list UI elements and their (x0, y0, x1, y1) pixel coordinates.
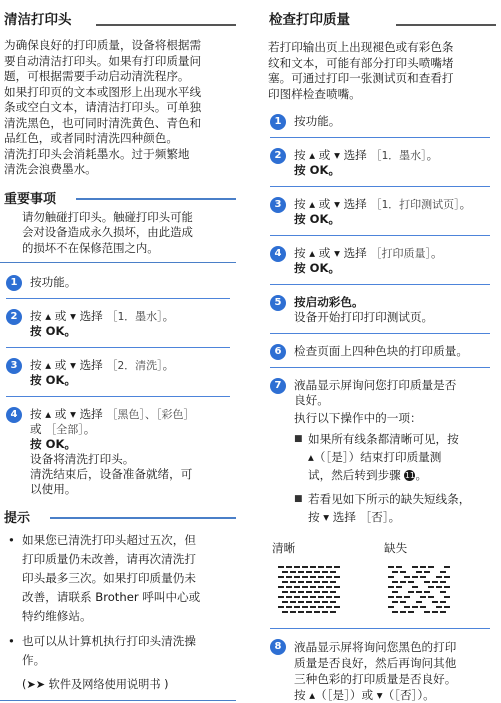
step-7: 7 液晶显示屏询问您打印质量是否 良好。 执行以下操作中的一项： ■ 如果所有线条都清晰可见，按 ▴（［是］）结束打印质量测 试，然后转到步骤 11。 ■ 若看见如下所示的缺失短线条， 按 ▾ 选择 ［否］。 (264, 378, 496, 526)
list-item: ■ 若看见如下所示的缺失短线条， 按 ▾ 选择 ［否］。 (294, 490, 496, 526)
step-divider (270, 333, 490, 334)
clear-pattern-image (276, 564, 342, 618)
list-item: • 如果您已清洗打印头超过五次，但 打印质量仍未改善，请再次清洗打 印头最多三次。如果打印质量仍未 改善，请联系 Brother 呼叫中心或 特约维修站。 (8, 531, 228, 626)
step-number-badge: 4 (270, 246, 286, 262)
step-number-badge: 8 (270, 639, 286, 655)
section-title: 检查打印质量 (269, 12, 350, 28)
list-item: • 也可以从计算机执行打印头清洗操 作。 (8, 632, 228, 670)
list-item: ■ 如果所有线条都清晰可见，按 ▴（［是］）结束打印质量测 试，然后转到步骤 11。 (294, 430, 496, 484)
step-number-badge: 2 (6, 309, 22, 325)
step-divider (270, 186, 490, 187)
step-divider (6, 347, 230, 348)
section-header (0, 8, 236, 30)
step-divider (270, 367, 490, 368)
important-bottom-rule (0, 262, 236, 263)
tip-list (8, 531, 228, 670)
section-rule (96, 24, 236, 26)
step-divider (270, 628, 490, 629)
step-number-badge: 2 (270, 148, 286, 164)
step-number-badge: 7 (270, 378, 286, 394)
intro-paragraph: 若打印输出页上出现褪色或有彩色条 纹和文本，可能有部分打印头喷嘴堵 塞。可通过打印一张测试页和查看打 印图样检查喷嘴。 (268, 40, 454, 101)
section-title: 清洁打印头 (4, 12, 72, 28)
missing-pattern-image (386, 564, 452, 618)
option-list (294, 430, 496, 526)
pattern-labels (264, 540, 496, 556)
section-rule (396, 24, 496, 26)
step-reference-badge: 11 (404, 471, 416, 480)
step-4: 4 按 ▴ 或 ▾ 选择 ［打印质量］。 按 OK。 (264, 246, 496, 276)
right-column (264, 0, 496, 703)
step-2: 2 按 ▴ 或 ▾ 选择 ［1．墨水］。 按 OK。 (264, 148, 496, 178)
step-3: 3 按 ▴ 或 ▾ 选择 ［1．打印测试页］。 按 OK。 (264, 197, 496, 227)
intro-paragraph: 为确保良好的打印质量，设备将根据需 要自动清洁打印头。如果有打印质量问 题，可根据需要手动启动清洗程序。 (4, 38, 202, 83)
step-5: 5 按启动彩色。 设备开始打印打印测试页。 (264, 295, 496, 325)
step-divider (270, 137, 490, 138)
step-1: 1 按功能。 (264, 114, 496, 129)
step-2: 2 按 ▴ 或 ▾ 选择 ［1．墨水］。 按 OK。 (0, 309, 236, 339)
missing-label: 缺失 (384, 541, 408, 555)
step-number-badge: 1 (270, 114, 286, 130)
step-divider (6, 396, 230, 397)
important-rule (76, 198, 236, 200)
left-column (0, 0, 236, 701)
step-3: 3 按 ▴ 或 ▾ 选择 ［2．清洗］。 按 OK。 (0, 358, 236, 388)
step-8: 8 液晶显示屏将询问您黑色的打印 质量是否良好，然后再询问其他 三种色彩的打印质量是否良好。 按 ▴（［是］）或 ▾（［否］）。 (264, 639, 496, 703)
clear-label: 清晰 (272, 541, 296, 555)
tip-rule (50, 517, 236, 519)
tip-bottom-rule (0, 700, 236, 701)
manual-reference: (➤➤ 软件及网络使用说明书 ) (22, 678, 169, 691)
step-number-badge: 3 (6, 358, 22, 374)
step-divider (270, 284, 490, 285)
step-number-badge: 5 (270, 295, 286, 311)
pattern-figures (264, 556, 496, 626)
step-6: 6 检查页面上四种色块的打印质量。 (264, 344, 496, 359)
step-divider (270, 235, 490, 236)
important-body: 请勿触碰打印头。触碰打印头可能 会对设备造成永久损坏，由此造成 的损坏不在保修范围之内。 (22, 209, 193, 255)
important-title: 重要事项 (4, 191, 57, 207)
step-number-badge: 3 (270, 197, 286, 213)
tip-title: 提示 (4, 511, 31, 526)
step-divider (6, 298, 230, 299)
tip-header (0, 507, 236, 525)
important-header (0, 188, 236, 206)
step-number-badge: 6 (270, 344, 286, 360)
section-header (264, 8, 496, 30)
step-number-badge: 1 (6, 275, 22, 291)
body-paragraph: 清洗打印头会消耗墨水。过于频繁地 清洗会浪费墨水。 (4, 146, 190, 176)
step-1: 1 按功能。 (0, 275, 236, 290)
step-number-badge: 4 (6, 407, 22, 423)
step-4: 4 按 ▴ 或 ▾ 选择 ［黑色］、［彩色］ 或 ［全部］。 按 OK。 设备将清洗打印头。 清洗结束后，设备准备就绪，可 以使用。 (0, 407, 236, 497)
body-paragraph: 如果打印页的文本或图形上出现水平线 条或空白文本，请清洁打印头。可单独 清洗黑色，也可同时清洗黄色、青色和 品红色，或者同时清洗四种颜色。 (4, 84, 202, 145)
